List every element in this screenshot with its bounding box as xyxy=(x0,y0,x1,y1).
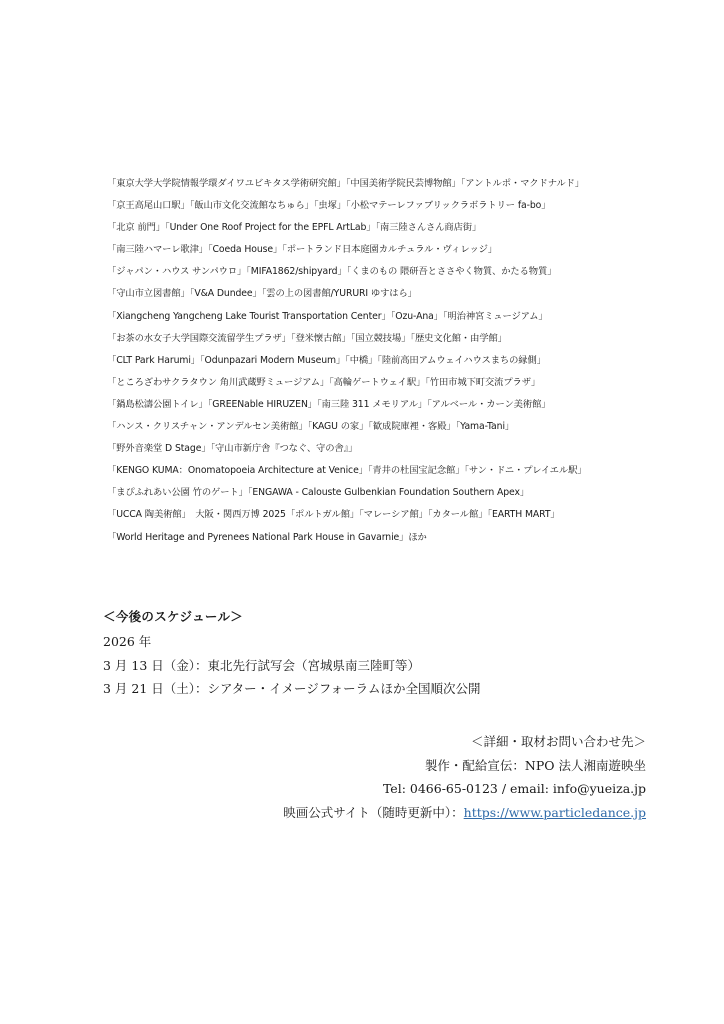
works-line: 「鍋島松濤公園トイレ」「GREENable HIRUZEN」「南三陸 311 メモリアル」「アルベール・カーン美術館」 xyxy=(107,398,551,410)
works-line: 「東京大学大学院情報学環ダイワユビキタス学術研究館」「中国美術学院民芸博物館」「アントルポ・マクドナルド」 xyxy=(107,178,585,189)
works-line: 「CLT Park Harumi」「Odunpazari Modern Museum」「中橋」「陸前高田アムウェイハウスまちの縁側」 xyxy=(107,354,546,366)
official-site-label: 映画公式サイト（随時更新中）： xyxy=(283,804,464,820)
contact-producer: 製作・配給宣伝：NPO 法人湘南遊映坐 xyxy=(424,757,646,773)
works-line: 「UCCA 陶美術館」 大阪・関西万博 2025「ポルトガル館」「マレーシア館」「カタール館」「EARTH MART」 xyxy=(107,509,560,521)
works-line: 「Xiangcheng Yangcheng Lake Tourist Transportation Center」「Ozu-Ana」「明治神宮ミュージアム」 xyxy=(107,310,548,322)
official-site-line xyxy=(283,801,646,825)
works-line: 「まぴふれあい公園 竹のゲート」「ENGAWA - Calouste Gulbenkian Foundation Southern Apex」 xyxy=(107,487,530,499)
schedule-event: 3 月 21 日（土）：シアター・イメージフォーラムほか全国順次公開 xyxy=(103,681,481,696)
works-line: 「北京 前門」「Under One Roof Project for the EPFL ArtLab」「南三陸さんさん商店街」 xyxy=(107,222,482,234)
works-line: 「南三陸ハマーレ歌津」「Coeda House」「ポートランド日本庭園カルチュラル・ヴィレッジ」 xyxy=(107,244,498,256)
schedule-event: 3 月 13 日（金）：東北先行試写会（宮城県南三陸町等） xyxy=(103,657,421,673)
schedule-section xyxy=(103,604,481,701)
works-line: 「KENGO KUMA：Onomatopoeia Architecture at Venice」「青井の杜国宝記念館」「サン・ドニ・プレイエル駅」 xyxy=(107,465,587,477)
works-line: 「野外音楽堂 D Stage」「守山市新庁舎『つなぐ、守の舎』」 xyxy=(107,443,358,455)
works-line: 「ハンス・クリスチャン・アンデルセン美術館」「KAGU の家」「歓成院庫裡・客殿」「Yama-Tani」 xyxy=(107,421,515,433)
contact-heading: ＜詳細・取材お問い合わせ先＞ xyxy=(470,734,646,749)
schedule-year: 2026 年 xyxy=(103,634,152,649)
schedule-heading: ＜今後のスケジュール＞ xyxy=(103,609,244,624)
official-site-link[interactable]: https://www.particledance.jp xyxy=(463,804,646,820)
works-line: 「京王高尾山口駅」「飯山市文化交流館なちゅら」「虫塚」「小松マテーレファブリックラボラトリー fa-bo」 xyxy=(107,200,551,212)
works-line: 「お茶の水女子大学国際交流留学生プラザ」「登米懐古館」「国立競技場」「歴史文化館・由学館」 xyxy=(107,332,507,344)
works-line: 「World Heritage and Pyrenees National Park House in Gavarnie」ほか xyxy=(107,531,427,543)
works-line: 「ところざわサクラタウン 角川武蔵野ミュージアム」「高輪ゲートウェイ駅」「竹田市城下町交流プラザ」 xyxy=(107,376,541,388)
works-line: 「守山市立図書館」「V&A Dundee」「雲の上の図書館/YURURI ゆすはら」 xyxy=(107,288,417,300)
contact-section xyxy=(283,730,646,824)
works-list xyxy=(107,173,627,549)
works-line: 「ジャパン・ハウス サンパウロ」「MIFA1862/shipyard」「くまのもの 隈研吾とささやく物質、かたる物質」 xyxy=(107,266,557,278)
contact-tel-email: Tel: 0466-65-0123 / email: info@yueiza.jp xyxy=(382,781,646,796)
